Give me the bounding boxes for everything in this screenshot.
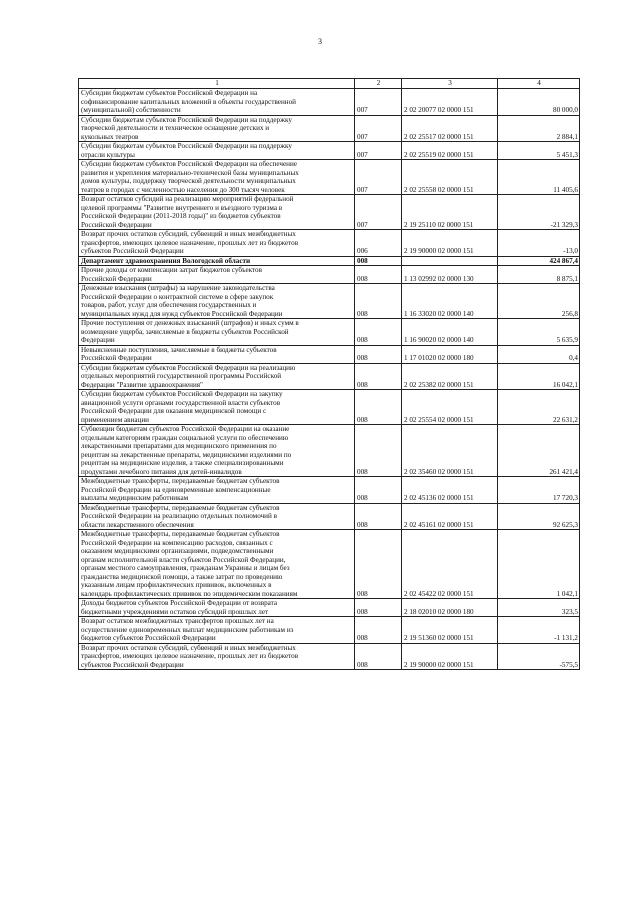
admin-code-cell: 007 bbox=[355, 142, 402, 160]
budget-classification-code-cell: 2 18 02010 02 0000 180 bbox=[402, 599, 498, 617]
admin-code-cell: 008 bbox=[355, 599, 402, 617]
amount-cell: 261 421,4 bbox=[498, 425, 580, 477]
budget-classification-code-cell: 1 16 90020 02 0000 140 bbox=[402, 319, 498, 346]
revenue-name-line: Российской Федерации для оказания медицинской помощи с bbox=[81, 407, 267, 415]
revenue-name-line: авиационной услуги органами государственной власти субъектов bbox=[81, 398, 281, 407]
table-row bbox=[79, 89, 580, 116]
header-cell-2: 2 bbox=[355, 79, 402, 89]
revenue-name-cell bbox=[79, 160, 355, 195]
revenue-name-line: субъектов Российской Федерации bbox=[81, 247, 184, 255]
amount-cell: 16 042,1 bbox=[498, 363, 580, 390]
budget-classification-code-cell: 2 19 51360 02 0000 151 bbox=[402, 617, 498, 644]
revenue-name-line: бюджетными учреждениями остатков субсидий прошлых лет bbox=[81, 607, 269, 616]
amount-cell: 323,5 bbox=[498, 599, 580, 617]
budget-classification-code-cell: 1 16 33020 02 0000 140 bbox=[402, 284, 498, 319]
revenue-name-line: органам исполнительной власти субъектов Российской Федерации, bbox=[81, 555, 286, 564]
revenue-name-line: рецептам на медицинские изделия, а также специализированными bbox=[81, 459, 284, 467]
revenue-name-line: трансфертов, имеющих целевое назначение, прошлых лет из бюджетов bbox=[81, 238, 299, 247]
revenue-name-line: продуктами лечебного питания для детей-инвалидов bbox=[81, 467, 242, 476]
admin-code-cell: 007 bbox=[355, 160, 402, 195]
budget-classification-code-cell bbox=[402, 256, 498, 266]
table-row bbox=[79, 390, 580, 425]
admin-code-cell: 007 bbox=[355, 89, 402, 116]
amount-cell: 1 042,1 bbox=[498, 530, 580, 599]
admin-code-cell: 008 bbox=[355, 390, 402, 425]
revenue-name-line: Возврат остатков субсидий на реализацию мероприятий федеральной bbox=[81, 195, 294, 203]
amount-cell: -21 329,3 bbox=[498, 195, 580, 230]
revenue-name-line: Российской Федерации bbox=[81, 220, 152, 229]
revenue-name-line: отрасли культуры bbox=[81, 150, 135, 159]
budget-classification-code-cell: 2 02 35460 02 0000 151 bbox=[402, 425, 498, 477]
table-row bbox=[79, 195, 580, 230]
admin-code-cell: 008 bbox=[355, 319, 402, 346]
revenue-name-line: Российской Федерации о контрактной системе в сфере закупок bbox=[81, 292, 274, 301]
budget-classification-code-cell: 2 02 20077 02 0000 151 bbox=[402, 89, 498, 116]
revenue-name-line: театров в городах с численностью населения до 300 тысяч человек bbox=[81, 185, 285, 194]
revenue-name-line: Прочие доходы от компенсации затрат бюджетов субъектов bbox=[81, 266, 262, 274]
revenue-name-cell bbox=[79, 195, 355, 230]
header-cell-1: 1 bbox=[79, 79, 355, 89]
revenue-name-line: кукольных театров bbox=[81, 132, 139, 141]
table-row bbox=[79, 530, 580, 599]
revenue-name-cell bbox=[79, 390, 355, 425]
revenue-name-line: лекарственными препаратами для медицинского применения по bbox=[81, 442, 277, 450]
amount-cell: 2 884,1 bbox=[498, 115, 580, 142]
revenue-name-cell bbox=[79, 503, 355, 530]
revenue-name-cell bbox=[79, 256, 355, 266]
revenue-name-cell bbox=[79, 89, 355, 116]
revenue-name-line: выплаты медицинским работникам bbox=[81, 494, 189, 502]
admin-code-cell: 008 bbox=[355, 256, 402, 266]
budget-classification-code-cell: 1 17 01020 02 0000 180 bbox=[402, 345, 498, 363]
admin-code-cell: 008 bbox=[355, 503, 402, 530]
revenue-name-line: муниципальных нужд для нужд субъектов Российской Федерации bbox=[81, 309, 283, 318]
budget-classification-code-cell: 1 13 02992 02 0000 130 bbox=[402, 266, 498, 284]
table-row bbox=[79, 284, 580, 319]
table-row bbox=[79, 160, 580, 195]
admin-code-cell: 008 bbox=[355, 266, 402, 284]
revenue-name-line: товаров, работ, услуг для обеспечения государственных и bbox=[81, 301, 257, 309]
revenue-name-cell bbox=[79, 142, 355, 160]
table-row bbox=[79, 115, 580, 142]
admin-code-cell: 008 bbox=[355, 530, 402, 599]
admin-code-cell: 008 bbox=[355, 345, 402, 363]
revenue-name-line: Возврат прочих остатков субсидий, субвенций и иных межбюджетных bbox=[81, 643, 296, 652]
page-number: 3 bbox=[318, 37, 322, 46]
admin-code-cell: 008 bbox=[355, 643, 402, 670]
admin-code-cell: 007 bbox=[355, 195, 402, 230]
revenue-name-line: Субсидии бюджетам субъектов Российской Федерации на поддержку bbox=[81, 142, 292, 150]
revenue-name-line: Субсидии бюджетам субъектов Российской Федерации на закупку bbox=[81, 390, 283, 398]
revenue-name-line: Федерации bbox=[81, 336, 115, 344]
revenue-name-line: оказанием медицинскими организациями, подведомственными bbox=[81, 547, 274, 555]
admin-code-cell: 008 bbox=[355, 363, 402, 390]
amount-cell: 11 405,6 bbox=[498, 160, 580, 195]
revenue-name-line: Российской Федерации bbox=[81, 274, 152, 283]
revenue-name-line: развития и укрепления материально-технической базы муниципальных bbox=[81, 168, 299, 177]
revenue-name-line: Межбюджетные трансферты, передаваемые бюджетам субъектов bbox=[81, 477, 280, 485]
revenue-name-line: Возврат остатков межбюджетных трансфертов прошлых лет на bbox=[81, 617, 274, 625]
revenue-name-cell bbox=[79, 477, 355, 504]
revenue-name-cell bbox=[79, 115, 355, 142]
revenue-name-line: Межбюджетные трансферты, передаваемые бюджетам субъектов bbox=[81, 530, 280, 538]
amount-cell: 22 631,2 bbox=[498, 390, 580, 425]
revenue-name-line: Российской Федерации bbox=[81, 354, 152, 362]
table-row bbox=[79, 230, 580, 257]
revenue-name-line: гражданства медицинской помощи, а также затрат по проведению bbox=[81, 572, 283, 581]
amount-cell: 5 451,3 bbox=[498, 142, 580, 160]
amount-cell: -13,0 bbox=[498, 230, 580, 257]
revenue-name-line: Федерации "Развитие здравоохранения" bbox=[81, 380, 203, 389]
amount-cell: 92 625,3 bbox=[498, 503, 580, 530]
budget-classification-code-cell: 2 02 45136 02 0000 151 bbox=[402, 477, 498, 504]
revenue-name-line: возмещение ущерба, зачисляемые в бюджеты субъектов Российской bbox=[81, 327, 289, 336]
amount-cell: 5 635,9 bbox=[498, 319, 580, 346]
table-row bbox=[79, 425, 580, 477]
table-row bbox=[79, 142, 580, 160]
revenue-name-line: Субсидии бюджетам субъектов Российской Федерации на bbox=[81, 89, 258, 97]
budget-classification-code-cell: 2 02 25554 02 0000 151 bbox=[402, 390, 498, 425]
amount-cell: 424 867,4 bbox=[498, 256, 580, 266]
budget-revenue-table bbox=[78, 78, 580, 670]
budget-classification-code-cell: 2 02 45161 02 0000 151 bbox=[402, 503, 498, 530]
header-cell-3: 3 bbox=[402, 79, 498, 89]
revenue-name-line: трансфертов, имеющих целевое назначение, прошлых лет из бюджетов bbox=[81, 652, 299, 660]
revenue-name-line: применением авиации bbox=[81, 415, 150, 424]
revenue-name-line: осуществление единовременных выплат медицинским работникам из bbox=[81, 625, 294, 634]
revenue-name-cell bbox=[79, 266, 355, 284]
revenue-name-line: отдельных мероприятий государственной программы Российской bbox=[81, 372, 282, 380]
revenue-name-line: отдельным категориям граждан социальной услуги по обеспечению bbox=[81, 433, 289, 442]
revenue-name-cell bbox=[79, 345, 355, 363]
amount-cell: -575,5 bbox=[498, 643, 580, 670]
amount-cell: 0,4 bbox=[498, 345, 580, 363]
admin-code-cell: 008 bbox=[355, 425, 402, 477]
table-row bbox=[79, 503, 580, 530]
table-row bbox=[79, 599, 580, 617]
revenue-name-line: Субсидии бюджетам субъектов Российской Федерации на реализацию bbox=[81, 363, 296, 372]
revenue-name-line: бюджетов субъектов Российской Федерации bbox=[81, 634, 216, 642]
budget-classification-code-cell: 2 19 25110 02 0000 151 bbox=[402, 195, 498, 230]
table-row bbox=[79, 477, 580, 504]
table-header-row bbox=[79, 79, 580, 89]
budget-classification-code-cell: 2 02 25558 02 0000 151 bbox=[402, 160, 498, 195]
revenue-name-line: Субвенции бюджетам субъектов Российской Федерации на оказание bbox=[81, 425, 290, 433]
revenue-name-line: целевой программы "Развитие внутреннего и въездного туризма в bbox=[81, 203, 283, 212]
revenue-name-line: Российской Федерации (2011-2018 годы)" из бюджетов субъектов bbox=[81, 212, 281, 220]
amount-cell: 17 720,3 bbox=[498, 477, 580, 504]
budget-classification-code-cell: 2 19 90000 02 0000 151 bbox=[402, 643, 498, 670]
revenue-name-line: домов культуры, поддержку творческой деятельности муниципальных bbox=[81, 177, 296, 185]
revenue-name-line: Российской Федерации на компенсацию расходов, связанных с bbox=[81, 538, 273, 547]
revenue-name-line: органам местного самоуправления, гражданам Украины и лицам без bbox=[81, 564, 290, 572]
budget-classification-code-cell: 2 02 45422 02 0000 151 bbox=[402, 530, 498, 599]
amount-cell: -1 131,2 bbox=[498, 617, 580, 644]
budget-classification-code-cell: 2 02 25382 02 0000 151 bbox=[402, 363, 498, 390]
revenue-name-line: Субсидии бюджетам субъектов Российской Федерации на поддержку bbox=[81, 115, 292, 124]
budget-classification-code-cell: 2 02 25519 02 0000 151 bbox=[402, 142, 498, 160]
revenue-name-line: рецептам на лекарственные препараты, медицинскими изделиями по bbox=[81, 450, 292, 459]
revenue-name-line: Прочие поступления от денежных взысканий (штрафов) и иных сумм в bbox=[81, 319, 299, 327]
table-row bbox=[79, 256, 580, 266]
admin-code-cell: 008 bbox=[355, 617, 402, 644]
table-row bbox=[79, 266, 580, 284]
admin-code-cell: 008 bbox=[355, 284, 402, 319]
budget-classification-code-cell: 2 19 90000 02 0000 151 bbox=[402, 230, 498, 257]
table-row bbox=[79, 345, 580, 363]
revenue-name-cell bbox=[79, 319, 355, 346]
admin-code-cell: 007 bbox=[355, 115, 402, 142]
table-row bbox=[79, 319, 580, 346]
revenue-name-line: (муниципальной) собственности bbox=[81, 106, 181, 114]
amount-cell: 256,8 bbox=[498, 284, 580, 319]
table-row bbox=[79, 643, 580, 670]
revenue-name-line: субъектов Российской Федерации bbox=[81, 660, 184, 669]
revenue-name-line: Российской Федерации на единовременные компенсационные bbox=[81, 485, 271, 494]
revenue-name-line: указанным лицам профилактических прививок, включенных в bbox=[81, 581, 272, 589]
revenue-name-cell bbox=[79, 363, 355, 390]
revenue-name-cell bbox=[79, 617, 355, 644]
revenue-name-line: творческой деятельности и техническое оснащение детских и bbox=[81, 124, 270, 132]
revenue-name-line: Возврат прочих остатков субсидий, субвенций и иных межбюджетных bbox=[81, 230, 296, 238]
revenue-name-line: Межбюджетные трансферты, передаваемые бюджетам субъектов bbox=[81, 503, 280, 512]
amount-cell: 8 875,1 bbox=[498, 266, 580, 284]
revenue-name-line: Невыясненные поступления, зачисляемые в бюджеты субъектов bbox=[81, 345, 277, 354]
revenue-name-line: календарь профилактических прививок по эпидемическим показаниям bbox=[81, 589, 298, 598]
header-cell-4: 4 bbox=[498, 79, 580, 89]
revenue-name-line: Департамент здравоохранения Вологодской области bbox=[81, 256, 251, 265]
revenue-name-line: области лекарственного обеспечения bbox=[81, 520, 194, 529]
revenue-name-line: Российской Федерации на реализацию отдельных полномочий в bbox=[81, 512, 277, 520]
revenue-name-line: Доходы бюджетов субъектов Российской Федерации от возврата bbox=[81, 599, 278, 607]
table-row bbox=[79, 363, 580, 390]
revenue-name-cell bbox=[79, 643, 355, 670]
revenue-name-line: софинансирование капитальных вложений в объекты государственной bbox=[81, 97, 296, 106]
revenue-name-line: Субсидии бюджетам субъектов Российской Федерации на обеспечение bbox=[81, 160, 297, 168]
revenue-name-cell bbox=[79, 425, 355, 477]
admin-code-cell: 008 bbox=[355, 477, 402, 504]
admin-code-cell: 006 bbox=[355, 230, 402, 257]
amount-cell: 80 000,0 bbox=[498, 89, 580, 116]
table-row bbox=[79, 617, 580, 644]
budget-classification-code-cell: 2 02 25517 02 0000 151 bbox=[402, 115, 498, 142]
revenue-name-cell bbox=[79, 284, 355, 319]
revenue-name-cell bbox=[79, 599, 355, 617]
revenue-name-line: Денежные взыскания (штрафы) за нарушение законодательства bbox=[81, 284, 275, 292]
revenue-name-cell bbox=[79, 230, 355, 257]
revenue-name-cell bbox=[79, 530, 355, 599]
